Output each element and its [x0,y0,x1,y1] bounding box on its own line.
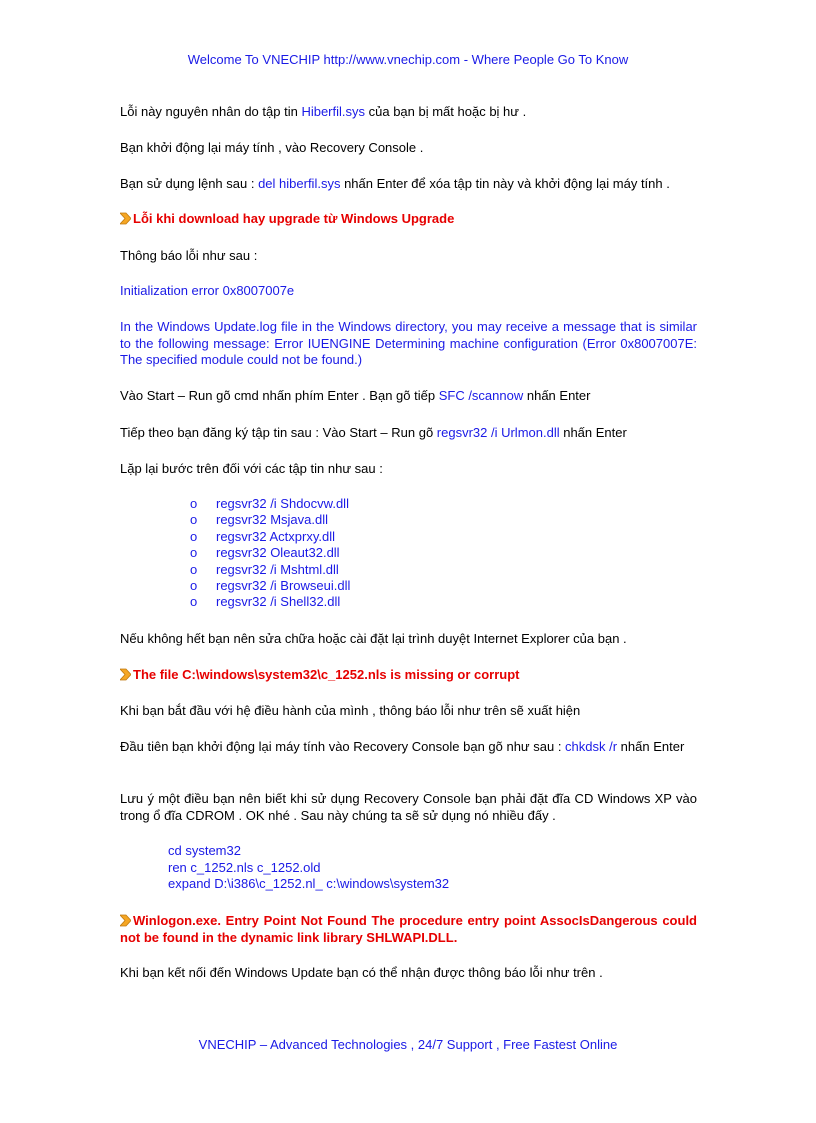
list-bullet: o [190,594,198,610]
section-heading-winlogon: Winlogon.exe. Entry Point Not Found The procedure entry point AssocIsDangerous could not be found in the dynamic link library SHLWAPI.DLL. [120,913,697,945]
dll-list [190,496,590,611]
command-line: ren c_1252.nls c_1252.old [168,859,321,875]
list-bullet: o [190,496,198,511]
dll-command: regsvr32 Msjava.dll [216,512,328,528]
error-code: Initialization error 0x8007007e [120,283,295,298]
paragraph-repeat-step: Lặp lại bước trên đối với các tập tin như sau : [120,461,383,476]
paragraph-hiberfil-cause: Lỗi này nguyên nhân do tập tin Hiberfil.sys của bạn bị mất hoặc bị hư . [120,104,527,119]
dll-command: regsvr32 /i Mshtml.dll [216,561,339,577]
chkdsk-command: chkdsk /r [565,739,618,754]
regsvr-urlmon-command: regsvr32 /i Urlmon.dll [436,425,560,440]
paragraph-del-command: Bạn sử dụng lệnh sau : del hiberfil.sys nhấn Enter để xóa tập tin này và khởi động lại máy tính . [120,176,670,191]
section-heading-windows-upgrade: Lỗi khi download hay upgrade từ Windows Upgrade [120,211,697,228]
dll-list-item [190,545,590,561]
list-bullet: o [190,545,198,561]
dll-list-item [190,529,590,545]
paragraph-cd-note: Lưu ý một điều bạn nên biết khi sử dụng Recovery Console bạn phải đặt đĩa CD Windows XP vào trong ổ đĩa CDROM . OK nhé . Sau này chúng ta sẽ sử dụng nó nhiều đấy . [120,791,697,823]
page-header: Welcome To VNECHIP http://www.vnechip.com - Where People Go To Know [187,52,629,67]
update-log-message: In the Windows Update.log file in the Windows directory, you may receive a message that is similar to the following message: Error IUENGINE Determining machine configuration (Error 0x8007007E: The specified module could not be found.) [120,319,697,367]
paragraph-regsvr-step: Tiếp theo bạn đăng ký tập tin sau : Vào Start – Run gõ regsvr32 /i Urlmon.dll nhấn Enter [120,425,627,440]
command-line: cd system32 [168,843,241,858]
list-bullet: o [190,577,198,593]
hiberfil-filename: Hiberfil.sys [301,104,366,119]
paragraph-chkdsk-step: Đầu tiên bạn khởi động lại máy tính vào Recovery Console bạn gõ như sau : chkdsk /r nhấn Enter [120,739,685,754]
paragraph-reinstall-ie: Nếu không hết bạn nên sửa chữa hoặc cài đặt lại trình duyệt Internet Explorer của bạn . [120,631,627,646]
dll-list-item [190,578,590,594]
arrow-bullet-icon [120,212,131,225]
dll-command: regsvr32 /i Shdocvw.dll [216,496,349,511]
sfc-command: SFC /scannow [438,388,524,403]
page-footer: VNECHIP – Advanced Technologies , 24/7 Support , Free Fastest Online [198,1037,618,1052]
dll-command: regsvr32 Actxprxy.dll [216,528,335,544]
dll-list-item [190,594,590,610]
command-block [168,843,449,893]
paragraph-c1252-intro: Khi bạn bắt đầu với hệ điều hành của mình , thông báo lỗi như trên sẽ xuất hiện [120,703,581,718]
command-line: expand D:\i386\c_1252.nl_ c:\windows\system32 [168,876,450,891]
arrow-bullet-icon [120,914,131,927]
paragraph-recovery-console: Bạn khởi động lại máy tính , vào Recovery Console . [120,140,424,155]
section-heading-c1252: The file C:\windows\system32\c_1252.nls is missing or corrupt [120,667,697,684]
dll-list-item [190,512,590,528]
dll-command: regsvr32 /i Shell32.dll [216,594,341,610]
arrow-bullet-icon [120,668,131,681]
del-hiberfil-command: del hiberfil.sys [258,176,341,191]
list-bullet: o [190,512,198,528]
dll-list-item [190,496,590,512]
dll-list-item [190,562,590,578]
paragraph-error-intro: Thông báo lỗi như sau : [120,248,258,263]
dll-command: regsvr32 Oleaut32.dll [216,545,340,561]
paragraph-winlogon-intro: Khi bạn kết nối đến Windows Update bạn có thể nhận được thông báo lỗi như trên . [120,965,603,980]
dll-command: regsvr32 /i Browseui.dll [216,577,351,593]
list-bullet: o [190,528,198,544]
paragraph-sfc-step: Vào Start – Run gõ cmd nhấn phím Enter . Bạn gõ tiếp SFC /scannow nhấn Enter [120,388,591,403]
list-bullet: o [190,561,198,577]
